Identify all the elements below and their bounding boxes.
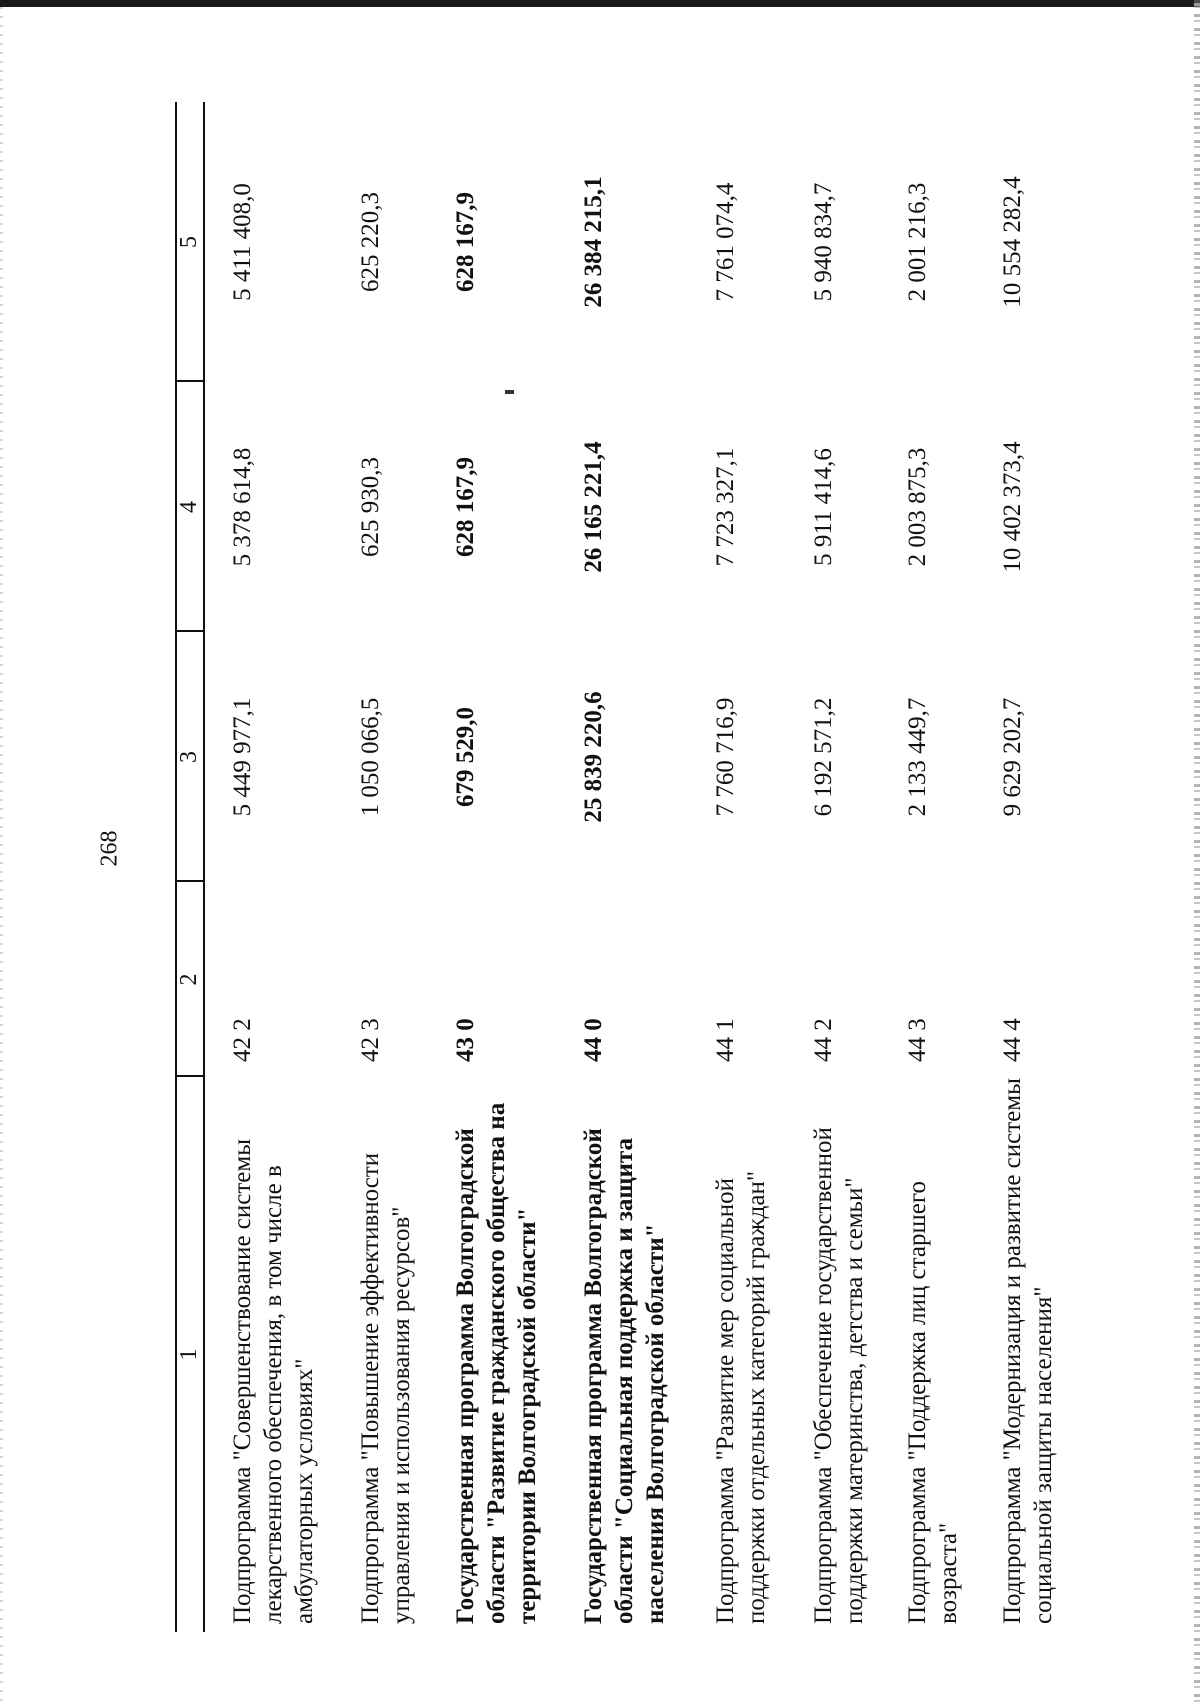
row-value-col4: 10 402 373,4 (999, 441, 1026, 573)
row-code: 43 0 (452, 1018, 479, 1062)
row-value-col4: 5 378 614,8 (229, 447, 256, 567)
column-header-2: 2 (176, 973, 202, 986)
row-value-col4: 2 003 875,3 (904, 447, 931, 567)
row-code: 44 0 (580, 1018, 607, 1062)
row-value-col4: 5 911 414,6 (810, 448, 837, 566)
column-header-5: 5 (176, 236, 202, 248)
row-value-col5: 7 761 074,4 (712, 182, 739, 302)
row-name: Подпрограмма "Модернизация и развитие системы социальной защиты населения" (999, 1078, 1057, 1624)
row-value-col5: 628 167,9 (452, 192, 479, 292)
row-name: Подпрограмма "Поддержка лиц старшего возраста" (904, 1181, 962, 1624)
row-code: 42 3 (357, 1018, 384, 1062)
row-value-col5: 26 384 215,1 (580, 176, 607, 308)
row-code: 44 2 (810, 1018, 837, 1062)
row-code: 44 3 (904, 1018, 931, 1062)
row-value-col3: 5 449 977,1 (229, 697, 256, 817)
row-value-col5: 2 001 216,3 (904, 182, 931, 302)
column-header-4: 4 (176, 501, 202, 513)
table-header-bottom-rule (203, 102, 205, 1632)
row-value-col5: 5 940 834,7 (810, 182, 837, 302)
row-value-col3: 9 629 202,7 (999, 697, 1026, 817)
row-value-col3: 1 050 066,5 (357, 697, 384, 817)
scan-top-border (0, 0, 1200, 7)
row-value-col3: 6 192 571,2 (810, 697, 837, 817)
row-value-col3: 25 839 220,6 (580, 691, 607, 823)
row-name: Государственная программа Волгоградской области "Развитие гражданского общества на территории Волгоградской области" (452, 1102, 541, 1624)
budget-table (175, 102, 1057, 1632)
row-value-col3: 679 529,0 (452, 707, 479, 807)
row-name: Государственная программа Волгоградской области "Социальная поддержка и защита населения Волгоградской области" (580, 1128, 669, 1624)
row-code: 44 1 (712, 1018, 739, 1062)
scan-left-edge (0, 7, 3, 1707)
row-value-col5: 625 220,3 (357, 192, 384, 292)
row-name: Подпрограмма "Совершенствование системы лекарственного обеспечения, в том числе в амбулаторных условиях" (229, 1139, 318, 1624)
row-value-col3: 2 133 449,7 (904, 697, 931, 817)
row-value-col4: 628 167,9 (452, 457, 479, 557)
row-name: Подпрограмма "Повышение эффективности управления и использования ресурсов" (357, 1152, 415, 1624)
row-code: 42 2 (229, 1018, 256, 1062)
row-value-col4: 7 723 327,1 (712, 447, 739, 567)
row-name: Подпрограмма "Обеспечение государственной поддержки материнства, детства и семьи" (810, 1127, 868, 1624)
row-code: 44 4 (999, 1018, 1026, 1062)
row-value-col4: 26 165 221,4 (580, 441, 607, 573)
row-name: Подпрограмма "Развитие мер социальной поддержки отдельных категорий граждан" (712, 1170, 770, 1624)
column-header-3: 3 (176, 751, 202, 763)
page-number: 268 (96, 830, 123, 867)
column-header-1: 1 (176, 1348, 202, 1361)
row-value-col4: 625 930,3 (357, 457, 384, 557)
row-value-col5: 10 554 282,4 (999, 176, 1026, 308)
row-value-col5: 5 411 408,0 (229, 183, 256, 301)
scan-right-edge (1194, 0, 1200, 1708)
row-value-col3: 7 760 716,9 (712, 697, 739, 817)
